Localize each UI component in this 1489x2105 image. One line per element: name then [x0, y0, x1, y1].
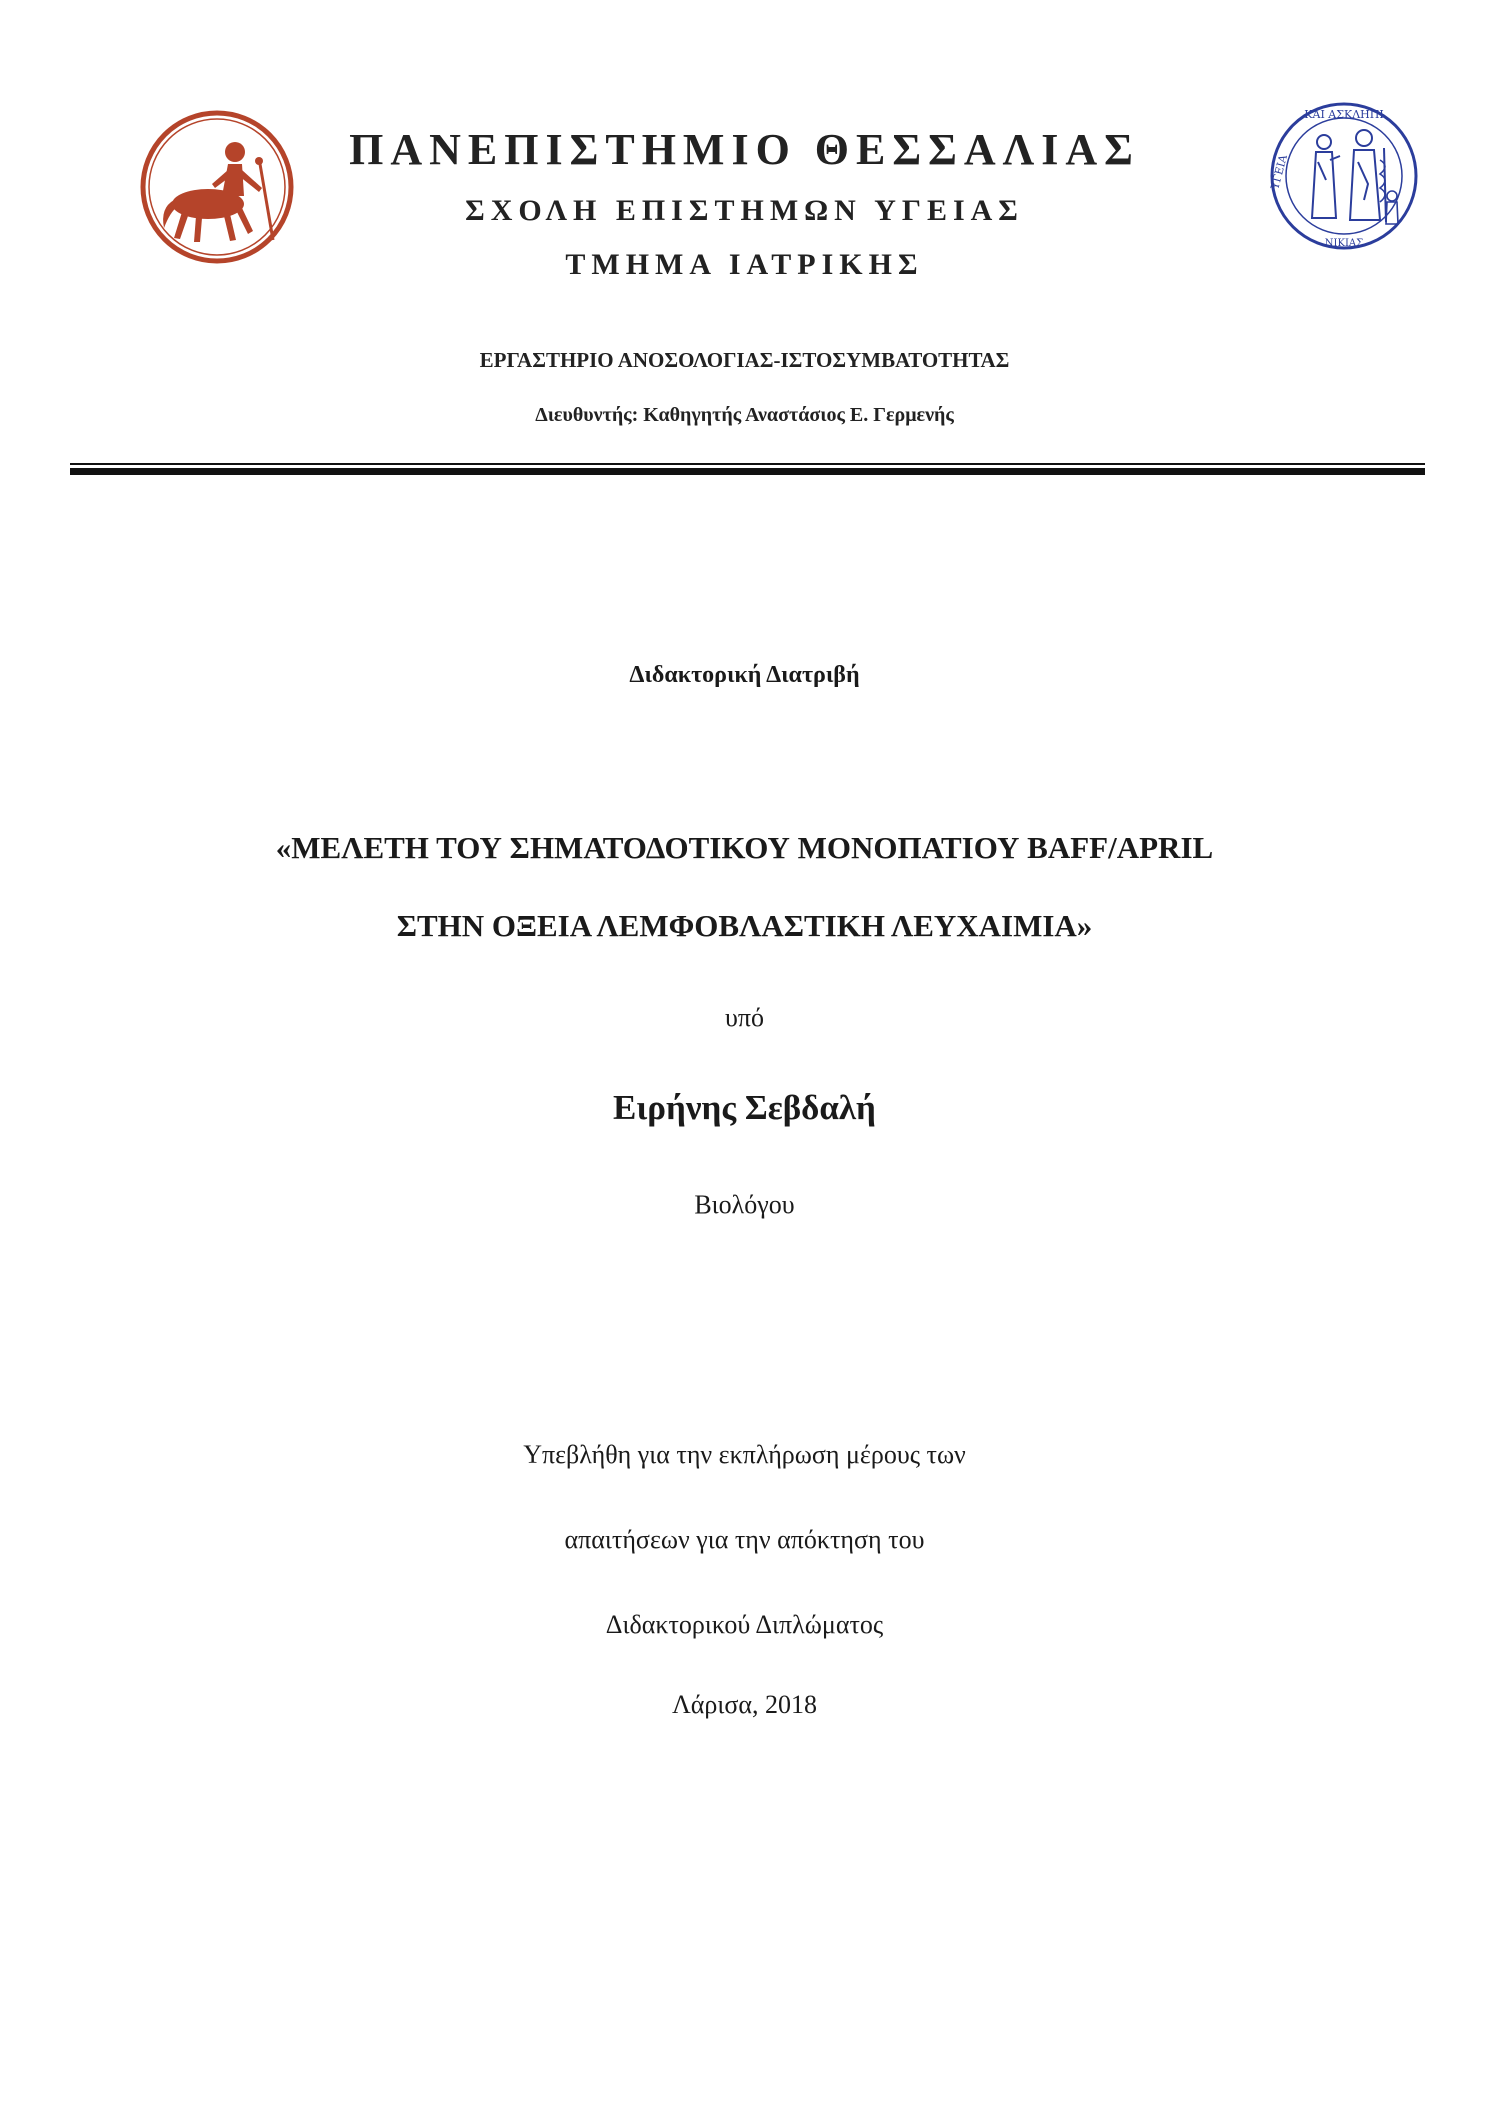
- submission-statement-line-2: απαιτήσεων για την απόκτηση του: [564, 1525, 925, 1554]
- laboratory-director: Διευθυντής: Καθηγητής Αναστάσιος Ε. Γερμενής: [535, 404, 954, 426]
- school-name: ΣΧΟΛΗ ΕΠΙΣΤΗΜΩΝ ΥΓΕΙΑΣ: [465, 194, 1024, 227]
- author-profession: Βιολόγου: [694, 1190, 795, 1219]
- author-name: Ειρήνης Σεβδαλή: [613, 1088, 876, 1127]
- asclepius-hygieia-seal-icon: [1268, 100, 1420, 252]
- faculty-seal: [1268, 100, 1420, 252]
- thesis-title-line-2: ΣΤΗΝ ΟΞΕΙΑ ΛΕΜΦΟΒΛΑΣΤΙΚΗ ΛΕΥΧΑΙΜΙΑ»: [396, 908, 1093, 943]
- thesis-title-line-1: «ΜΕΛΕΤΗ ΤΟΥ ΣΗΜΑΤΟΔΟΤΙΚΟΥ ΜΟΝΟΠΑΤΙΟΥ BAFF/APRIL: [275, 830, 1214, 865]
- svg-text:ΝΙΚΙΑΣ: ΝΙΚΙΑΣ: [1324, 238, 1364, 249]
- submission-statement-line-1: Υπεβλήθη για την εκπλήρωση μέρους των: [523, 1440, 966, 1469]
- header-divider-thick: [70, 468, 1425, 475]
- submission-statement-line-3: Διδακτορικού Διπλώματος: [605, 1610, 884, 1639]
- laboratory-name: ΕΡΓΑΣΤΗΡΙΟ ΑΝΟΣΟΛΟΓΙΑΣ-ΙΣΤΟΣΥΜΒΑΤΟΤΗΤΑΣ: [479, 348, 1010, 372]
- place-and-year: Λάρισα, 2018: [671, 1690, 818, 1719]
- department-name: ΤΜΗΜΑ ΙΑΤΡΙΚΗΣ: [565, 248, 924, 281]
- header-divider-thin: [70, 463, 1425, 465]
- document-type: Διδακτορική Διατριβή: [629, 662, 860, 688]
- university-name: ΠΑΝΕΠΙΣΤΗΜΙΟ ΘΕΣΣΑΛΙΑΣ: [349, 125, 1140, 174]
- svg-text:ΥΓΕΙΑ: ΥΓΕΙΑ: [1268, 153, 1291, 191]
- by-label: υπό: [725, 1003, 764, 1032]
- svg-text:ΚΑΙ ΑΣΚΛΗΠΙ: ΚΑΙ ΑΣΚΛΗΠΙ: [1304, 108, 1384, 121]
